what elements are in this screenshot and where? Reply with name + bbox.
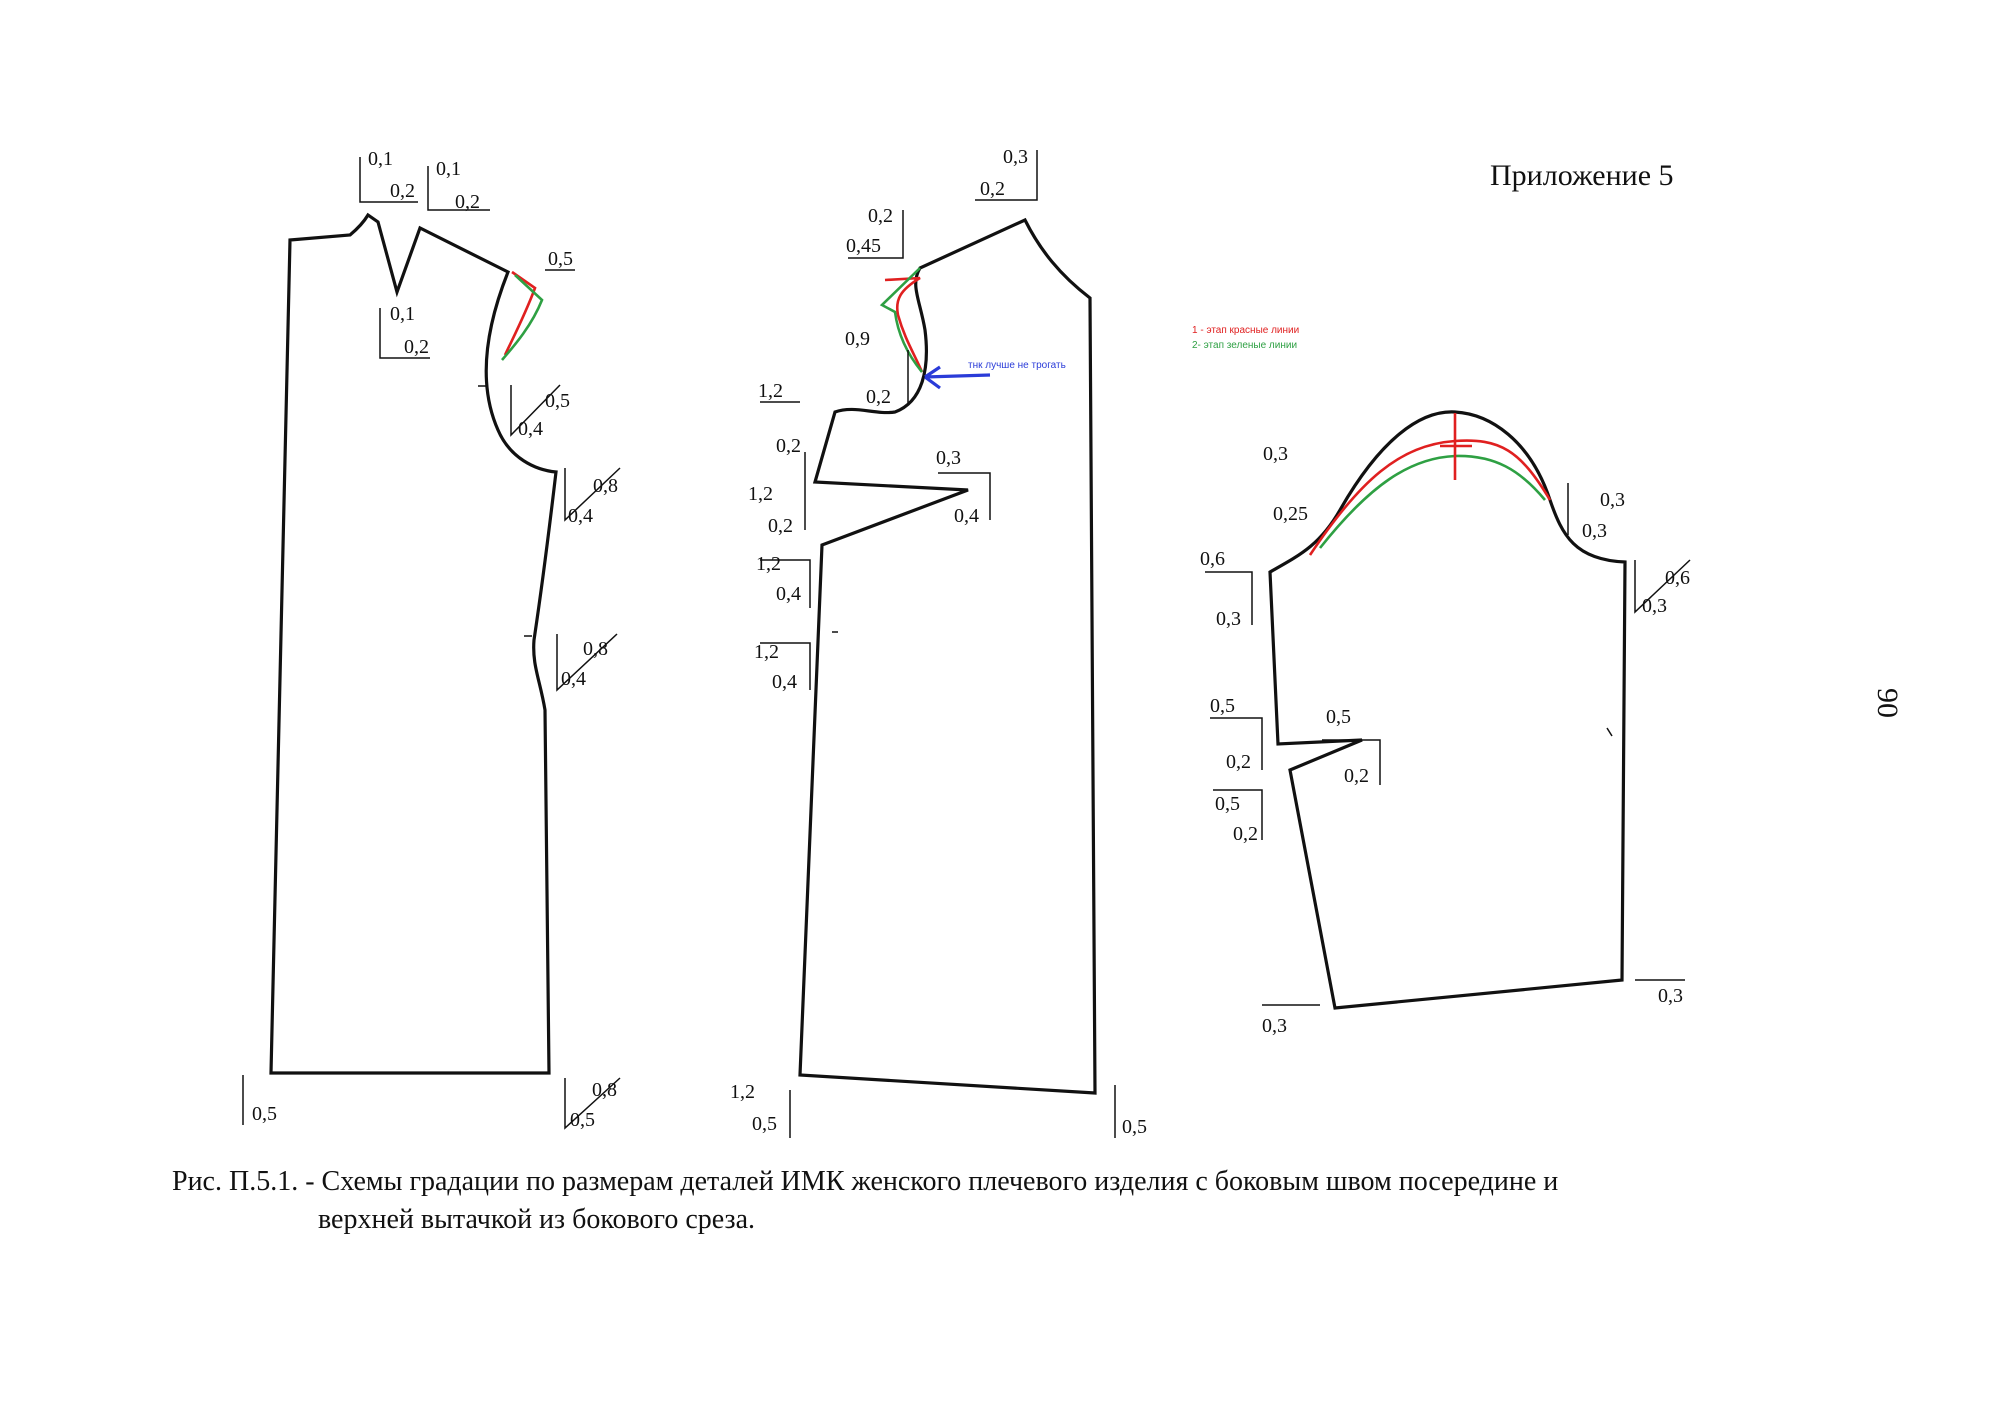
- page-number: 90: [1871, 688, 1904, 718]
- front-label-dart-tip-h: 0,3: [936, 447, 961, 469]
- back-label-side-mid-v: 0,4: [561, 668, 586, 690]
- back-stage1-line: [505, 272, 535, 355]
- back-label-shoulder: 0,5: [548, 248, 573, 270]
- front-label-armhole-b: 0,2: [866, 386, 891, 408]
- back-label-hem-right-h: 0,8: [592, 1079, 617, 1101]
- back-label-neck-top-v: 0,1: [368, 148, 393, 170]
- sleeve-label-dart-bottom-h: 0,5: [1215, 793, 1240, 815]
- back-label-side-mid-h: 0,8: [583, 638, 608, 660]
- back-label-hem-right-v: 0,5: [570, 1109, 595, 1131]
- front-label-dart-bottom-v: 0,4: [776, 583, 801, 605]
- front-piece: [730, 146, 1147, 1138]
- front-label-dart-tip-v: 0,4: [954, 505, 979, 527]
- back-label-hem-left-v: 0,5: [252, 1103, 277, 1125]
- front-label-side-mid-v: 0,4: [772, 671, 797, 693]
- front-label-shoulder-v: 0,2: [868, 205, 893, 227]
- sleeve-outline: [1270, 412, 1625, 1008]
- figure-caption-line2: верхней вытачкой из бокового среза.: [318, 1204, 756, 1235]
- sleeve-center-mark: [1440, 413, 1472, 480]
- sleeve-piece: [1200, 412, 1690, 1037]
- front-label-dart-top-h: 1,2: [748, 483, 773, 505]
- sleeve-label-dart-bottom-v: 0,2: [1233, 823, 1258, 845]
- back-label-dart-top-v: 0,1: [436, 158, 461, 180]
- sleeve-label-cap-left-a: 0,3: [1263, 443, 1288, 465]
- sleeve-label-dart-tip-h: 0,5: [1326, 706, 1351, 728]
- front-label-armhole-a: 0,9: [845, 328, 870, 350]
- sleeve-label-dart-top-h: 0,5: [1210, 695, 1235, 717]
- front-label-dart-top-v: 0,2: [768, 515, 793, 537]
- sleeve-label-underarm-left-h: 0,6: [1200, 548, 1225, 570]
- front-label-side-top-h: 1,2: [758, 380, 783, 402]
- sleeve-label-underarm-left-v: 0,3: [1216, 608, 1241, 630]
- sleeve-label-dart-tip-v: 0,2: [1344, 765, 1369, 787]
- front-label-shoulder-h: 0,45: [846, 235, 881, 257]
- front-label-hem-right-v: 0,5: [1122, 1116, 1147, 1138]
- figure-caption-line1: Рис. П.5.1. - Схемы градации по размерам деталей ИМК женского плечевого изделия с боковым швом посередине и: [172, 1166, 1559, 1197]
- back-label-armhole-h: 0,5: [545, 390, 570, 412]
- front-note-text: тнк лучше не трогать: [968, 360, 1066, 371]
- front-label-dart-bottom-h: 1,2: [756, 553, 781, 575]
- sleeve-label-hem-left: 0,3: [1262, 1015, 1287, 1037]
- front-label-side-top-v: 0,2: [776, 435, 801, 457]
- front-label-neck-h: 0,2: [980, 178, 1005, 200]
- back-label-dart-top-h: 0,2: [455, 191, 480, 213]
- front-label-hem-left-v: 0,5: [752, 1113, 777, 1135]
- back-label-side-top-v: 0,4: [568, 505, 593, 527]
- front-label-hem-left-h: 1,2: [730, 1081, 755, 1103]
- front-label-neck-v: 0,3: [1003, 146, 1028, 168]
- sleeve-label-hem-right: 0,3: [1658, 985, 1683, 1007]
- legend-stage2: 2- этап зеленые линии: [1192, 340, 1298, 351]
- sleeve-label-underarm-right-h: 0,6: [1665, 567, 1690, 589]
- sleeve-label-cap-left-b: 0,25: [1273, 503, 1308, 525]
- back-label-neck-top-h: 0,2: [390, 180, 415, 202]
- sleeve-label-cap-right-a: 0,3: [1600, 489, 1625, 511]
- back-label-armhole-v: 0,4: [518, 418, 543, 440]
- back-label-side-top-h: 0,8: [593, 475, 618, 497]
- back-label-dart-tip-v: 0,1: [390, 303, 415, 325]
- sleeve-label-underarm-right-v: 0,3: [1642, 595, 1667, 617]
- sleeve-label-dart-top-v: 0,2: [1226, 751, 1251, 773]
- legend-stage1: 1 - этап красные линии: [1192, 325, 1300, 336]
- back-piece: [243, 148, 620, 1131]
- sleeve-stage2-line: [1320, 456, 1545, 548]
- front-outline: [800, 220, 1095, 1093]
- front-label-side-mid-h: 1,2: [754, 641, 779, 663]
- back-label-dart-tip-h: 0,2: [404, 336, 429, 358]
- sleeve-label-cap-right-b: 0,3: [1582, 520, 1607, 542]
- appendix-title: Приложение 5: [1490, 159, 1674, 192]
